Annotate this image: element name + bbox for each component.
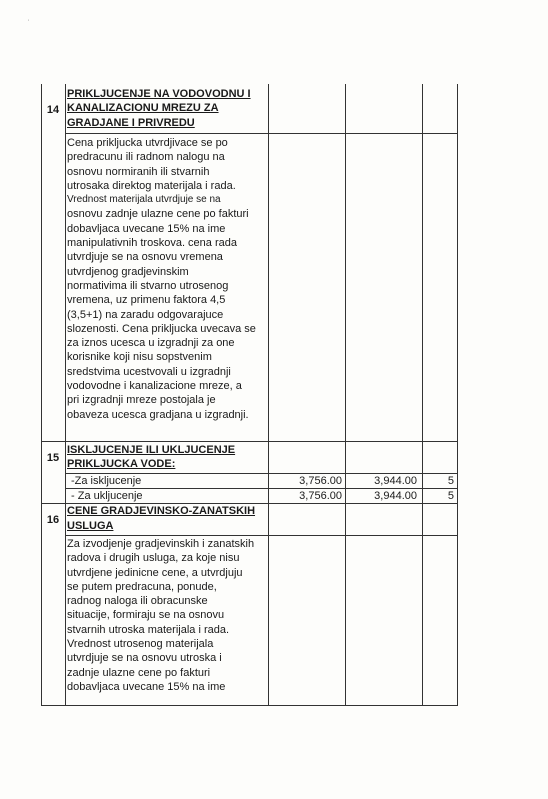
row16-title-line-1: CENE GRADJEVINSKO-ZANATSKIH (67, 505, 256, 517)
row15-item-iskljucenje-price: 3,756.00 (299, 475, 342, 487)
row15-item-iskljucenje-price-vat: 3,944.00 (374, 475, 417, 487)
row16-text-line: radova i drugih usluga, za koje nisu (67, 552, 240, 565)
row15-title-line-1: ISKLJUCENJE ILI UKLJUCENJE (67, 444, 236, 456)
row14-text-line: utvrdjenog gradjevinskim (67, 265, 189, 278)
row-number-14: 14 (46, 104, 60, 116)
row14-text-line: (3,5+1) na zaradu odgovarajuce (67, 308, 224, 321)
row14-text-line: utvrdjuje se na osnovu vremena (67, 251, 223, 264)
row14-text-line: sredstvima ucestvovali u izgradnji (67, 365, 231, 378)
row15-title-line-2: PRIKLJUCKA VODE: (67, 458, 176, 470)
table-border-right (457, 84, 458, 706)
row14-text-line: osnovu normiranih ili stvarnih (67, 165, 210, 178)
row14-title-line-2: KANALIZACIONU MREZU ZA (67, 102, 219, 114)
row14-text-line: obaveza ucesca gradjana u izgradnji. (67, 408, 249, 421)
row14-text-line: utrosaka direktog materijala i rada. (67, 179, 236, 192)
scan-mark: ' (28, 20, 30, 26)
row14-title-line-1: PRIKLJUCENJE NA VODOVODNU I (67, 88, 251, 100)
row-number-16: 16 (46, 514, 60, 526)
row15-item-ukljucenje-price-vat: 3,944.00 (374, 490, 417, 502)
row16-title-line-2: USLUGA (67, 520, 114, 532)
row16-text-line: utvrdjene jedinicne cene, a utvrdjuju (67, 566, 243, 579)
col-divider-price (345, 84, 346, 706)
col-divider-number (65, 84, 66, 706)
row16-text-line: Vrednost utrosenog materijala (67, 638, 214, 651)
row15-item-iskljucenje-label: -Za iskljucenje (71, 475, 142, 487)
row16-text-line: zadnje ulazne cene po fakturi (67, 666, 211, 679)
row14-text-line: Cena prikljucka utvrdjivace se po (67, 137, 228, 149)
row16-bottom (41, 705, 458, 706)
col-divider-price-vat (422, 84, 423, 706)
row-number-15: 15 (46, 452, 60, 464)
row14-bottom (41, 441, 458, 442)
row16-text-line: situacije, formiraju se na osnovu (67, 609, 225, 622)
row16-title-bottom (65, 535, 458, 536)
row14-description (67, 136, 277, 422)
row14-text-line: pri izgradnji mreze postojala je (67, 394, 216, 407)
table-border-left (41, 84, 42, 706)
row15-item-iskljucenje-rate: 5 (447, 475, 454, 487)
row14-text-line: Vrednost materijala utvrdjuje se na (67, 194, 221, 206)
row15-item-ukljucenje-price: 3,756.00 (299, 490, 342, 502)
row16-text-line: utvrdjuje se na osnovu utroska i (67, 652, 222, 665)
row14-text-line: normativima ili stvarno utrosenog (67, 279, 229, 292)
row14-text-line: slozenosti. Cena prikljucka uvecava se (67, 322, 256, 335)
row16-text-line: stvarnih utroska materijala i rada. (67, 623, 230, 636)
row16-description (67, 537, 277, 694)
row14-text-line: vodovodne i kanalizacione mreze, a (67, 380, 242, 393)
row14-text-line: dobavljaca uvecane 15% na ime (67, 222, 226, 235)
row15-item-ukljucenje-rate: 5 (447, 490, 454, 502)
row14-text-line: vremena, uz primenu faktora 4,5 (67, 294, 226, 307)
row16-text-line: radnog naloga ili obracunske (67, 595, 208, 608)
row14-title-line-3: GRADJANE I PRIVREDU (67, 117, 195, 129)
row15-item-ukljucenje-label: - Za ukljucenje (71, 490, 143, 502)
row14-text-line: manipulativnih troskova. cena rada (67, 237, 237, 250)
row14-title-bottom (65, 133, 458, 134)
row16-text-line: dobavljaca uvecane 15% na ime (67, 680, 226, 693)
row14-text-line: osnovu zadnje ulazne cene po fakturi (67, 208, 249, 221)
row14-text-line: predracunu ili radnom nalogu na (67, 151, 225, 164)
row16-text-line: Za izvodjenje gradjevinskih i zanatskih (67, 538, 255, 550)
row14-text-line: korisnike koji nisu sopstvenim (67, 351, 212, 364)
row14-text-line: za iznos ucesca u izgradnji za one (67, 337, 235, 350)
row16-text-line: se putem predracuna, ponude, (67, 580, 217, 593)
